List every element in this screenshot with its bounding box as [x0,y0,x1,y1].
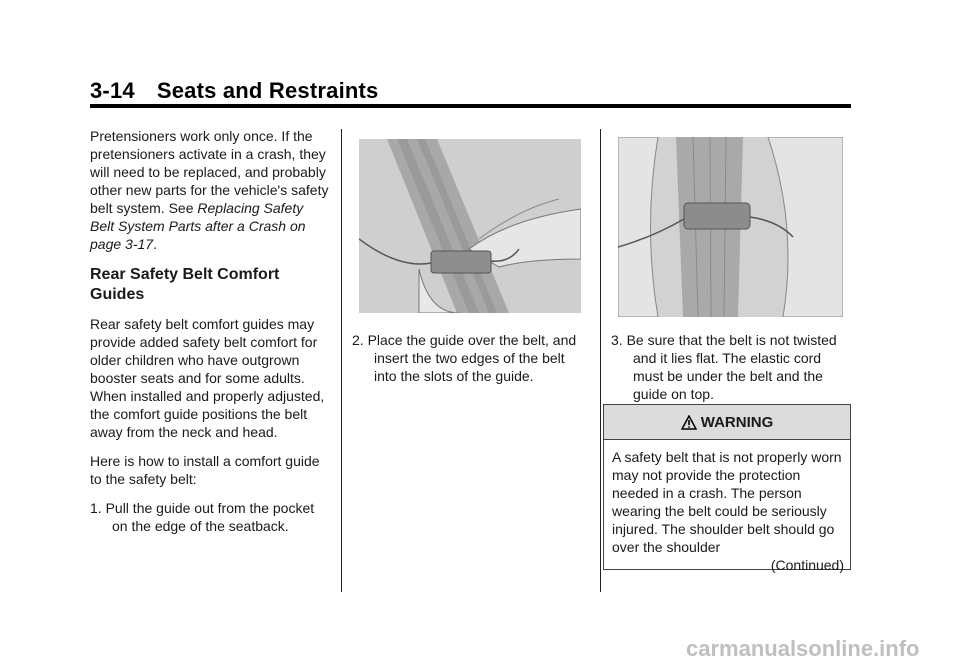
guide-installation-photo [359,139,581,313]
page-number: 3-14 [90,78,135,103]
page-header [90,78,378,104]
column-3 [611,331,851,414]
body-paragraph-1: Rear safety belt comfort guides may provide added safety belt comfort for older children who have outgrown booster seats and for some adults. When installed and properly adjusted, the comfort guide positions the belt away from the neck and head. [90,316,325,440]
warning-box [603,404,851,573]
watermark: carmanualsonline.info [686,636,920,661]
intro-paragraph: Pretensioners work only once. If the pretensioners activate in a crash, they will need to be replaced, and probably other new parts for the vehicle's safety belt system. See Replacing Safety Belt System Parts after a Crash on page 3-17. [90,128,329,252]
belt-guide-photo [618,137,843,317]
header-rule [90,104,851,108]
section-heading: Rear Safety Belt Comfort Guides [90,266,280,303]
column-1 [90,127,330,546]
body-paragraph-2: Here is how to install a comfort guide to the safety belt: [90,453,320,487]
step-2: 2. Place the guide over the belt, and insert the two edges of the belt into the slots of the guide. [352,332,577,384]
cross-reference-link[interactable]: Replacing Safety Belt System Parts after a Crash on page 3-17 [90,200,306,252]
step-3: 3. Be sure that the belt is not twisted and it lies flat. The elastic cord must be under the belt and the guide on top. [611,332,837,402]
warning-triangle-icon [681,415,697,430]
step-1: 1. Pull the guide out from the pocket on the edge of the seatback. [90,500,315,534]
continued-label: (Continued) [770,557,844,573]
warning-header [604,405,850,440]
warning-body: A safety belt that is not properly worn may not provide the protection needed in a crash. The person wearing the belt could be seriously injured. The shoulder belt should go over the shoulder [612,449,842,555]
column-divider-2 [600,129,601,592]
column-2 [352,331,588,396]
column-divider-1 [341,129,342,592]
warning-title: WARNING [700,413,774,431]
section-title: Seats and Restraints [156,78,379,103]
